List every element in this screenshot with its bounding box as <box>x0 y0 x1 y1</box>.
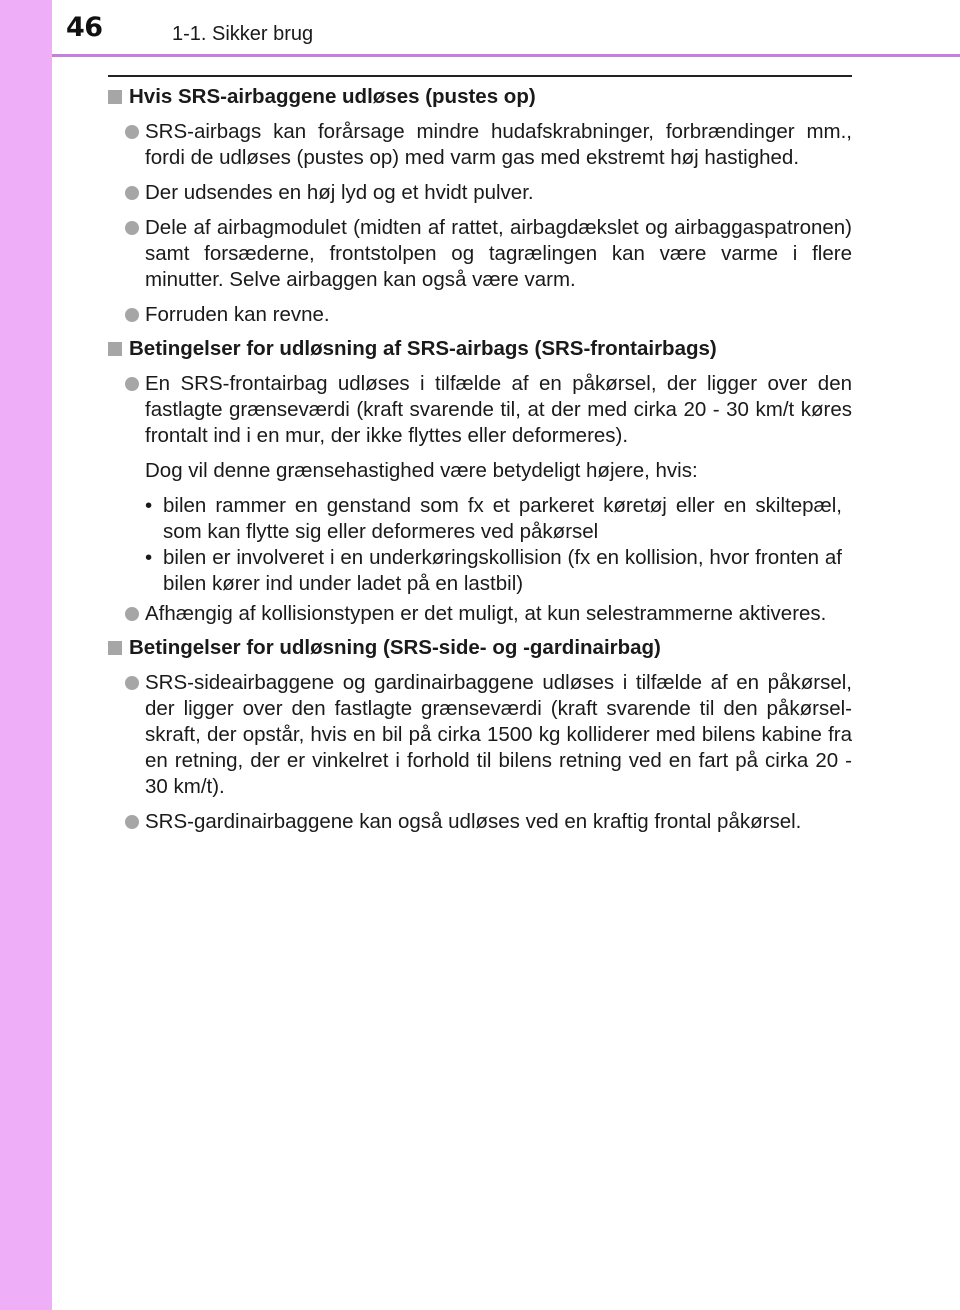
section-heading-1 <box>108 84 852 110</box>
list-item <box>108 601 852 627</box>
item-text: SRS-sideairbaggene og gardinairbaggene udløses i tilfælde af en påkørsel, der ligger over den fastlagte grænseværdi (kraft svarende til den påkørselskraft, der opstår, hvis en bil på cirka 1500 kg kolliderer med bilens kabine fra en retning, der er vinkelret i forhold til bilens retning ved en fart på cirka 20 - 30 km/t). <box>145 671 852 798</box>
list-item <box>108 371 852 449</box>
section-heading-2 <box>108 336 852 362</box>
content-divider <box>108 75 852 77</box>
circle-bullet-icon <box>125 676 139 690</box>
item-text: Der udsendes en høj lyd og et hvidt pulver. <box>145 181 534 204</box>
page-body <box>108 84 852 835</box>
sub-list-item <box>145 493 852 545</box>
subitem-text: bilen rammer en genstand som fx et parkeret køretøj eller en skiltepæl, som kan flytte sig eller deformeres ved påkørsel <box>163 494 842 543</box>
circle-bullet-icon <box>125 221 139 235</box>
circle-bullet-icon <box>125 125 139 139</box>
square-bullet-icon <box>108 641 122 655</box>
bullet-icon: • <box>145 494 153 517</box>
bullet-icon: • <box>145 546 153 569</box>
item-text: En SRS-frontairbag udløses i tilfælde af en påkørsel, der ligger over den fastlagte grænseværdi (kraft svarende til, at der med cirka 20 - 30 km/t køres frontalt ind i en mur, der ikke flyttes eller deformeres). <box>145 372 852 447</box>
item-text: Afhængig af kollisionstypen er det muligt, at kun selestrammerne aktiveres. <box>145 602 827 625</box>
circle-bullet-icon <box>125 377 139 391</box>
item-text: SRS-airbags kan forårsage mindre hudafskrabninger, forbrændinger mm., fordi de udløses (pustes op) med varm gas med ekstremt høj hastighed. <box>145 120 852 169</box>
circle-bullet-icon <box>125 308 139 322</box>
circle-bullet-icon <box>125 186 139 200</box>
sub-list <box>108 493 852 597</box>
circle-bullet-icon <box>125 815 139 829</box>
heading-text: Hvis SRS-airbaggene udløses (pustes op) <box>129 85 536 108</box>
item-text: SRS-gardinairbaggene kan også udløses ved en kraftig frontal påkørsel. <box>145 810 802 833</box>
page-number: 46 <box>66 12 103 43</box>
list-item <box>108 670 852 800</box>
heading-text: Betingelser for udløsning (SRS-side- og -gardinairbag) <box>129 636 661 659</box>
side-color-strip <box>0 0 52 1310</box>
header-divider <box>52 54 960 57</box>
section-heading-3 <box>108 635 852 661</box>
list-item <box>108 809 852 835</box>
item-text: Dele af airbagmodulet (midten af rattet, airbagdækslet og airbaggaspatronen) samt forsæderne, frontstolpen og tagrælingen kan være varme i flere minutter. Selve airbaggen kan også være varm. <box>145 216 852 291</box>
subitem-text: bilen er involveret i en underkøringskollision (fx en kollision, hvor fronten af bilen kører ind under ladet på en lastbil) <box>163 546 842 595</box>
section-title: 1-1. Sikker brug <box>172 23 314 45</box>
item-text: Forruden kan revne. <box>145 303 330 326</box>
square-bullet-icon <box>108 342 122 356</box>
note-text: Dog vil denne grænsehastighed være betydeligt højere, hvis: <box>145 459 698 482</box>
circle-bullet-icon <box>125 607 139 621</box>
list-item <box>108 215 852 293</box>
heading-text: Betingelser for udløsning af SRS-airbags (SRS-frontairbags) <box>129 337 717 360</box>
list-item <box>108 180 852 206</box>
sub-list-item <box>145 545 852 597</box>
square-bullet-icon <box>108 90 122 104</box>
list-item <box>108 302 852 328</box>
list-item <box>108 119 852 171</box>
